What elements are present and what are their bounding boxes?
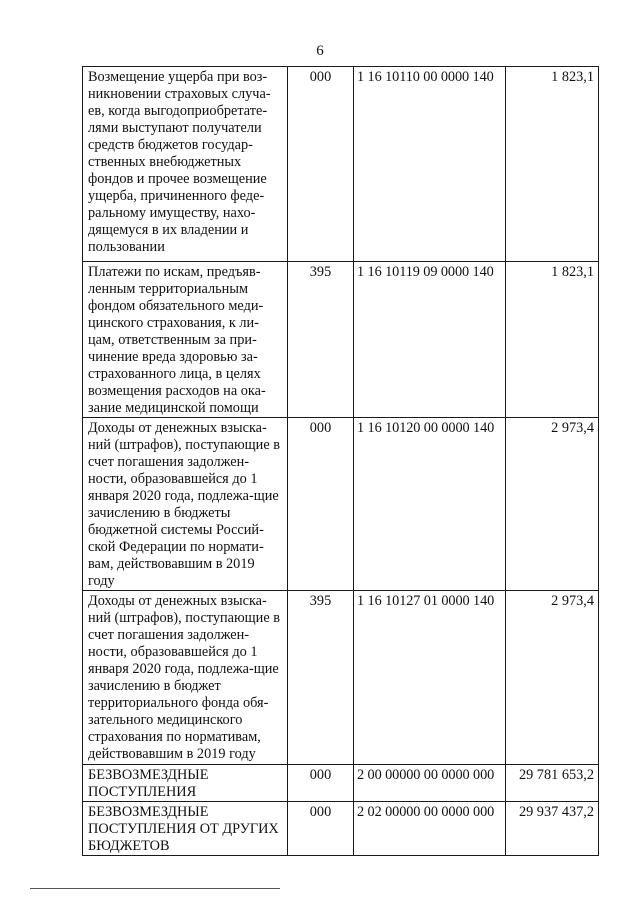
admin-code-cell: 000 [288,802,354,856]
budget-code-cell: 1 16 10120 00 0000 140 [354,418,506,591]
amount-cell: 2 973,4 [506,591,599,765]
budget-code-cell: 2 02 00000 00 0000 000 [354,802,506,856]
page-number: 6 [316,43,324,59]
admin-code-cell: 395 [288,591,354,765]
amount-cell: 29 781 653,2 [506,765,599,802]
revenue-name-cell: Возмещение ущерба при воз-никновении страховых случа-ев, когда выгодоприобретате-лями выступают получатели средств бюджетов государ-ственных внебюджетных фондов и прочее возмещение ущерба, причиненного феде-ральному имуществу, нахо-дящемуся в их владении и пользовании [83,67,288,262]
amount-cell: 2 973,4 [506,418,599,591]
budget-code-cell: 1 16 10119 09 0000 140 [354,262,506,418]
admin-code-cell: 000 [288,67,354,262]
revenue-name-cell: БЕЗВОЗМЕЗДНЫЕ ПОСТУПЛЕНИЯ [83,765,288,802]
table-row [83,765,599,802]
table-row [83,262,599,418]
revenue-name-cell: Доходы от денежных взыска-ний (штрафов), поступающие в счет погашения задолжен-ности, образовавшейся до 1 января 2020 года, подлежа-щие зачислению в бюджет территориального фонда обя-зательного медицинского страхования по нормативам, действовавшим в 2019 году [83,591,288,765]
admin-code-cell: 000 [288,765,354,802]
budget-code-cell: 2 00 00000 00 0000 000 [354,765,506,802]
table-row [83,802,599,856]
amount-cell: 29 937 437,2 [506,802,599,856]
revenue-name-cell: Платежи по искам, предъяв-ленным территориальным фондом обязательного меди-цинского страхования, к ли-цам, ответственным за при-чинение вреда здоровью за-страхованного лица, в целях возмещения расходов на ока-зание медицинской помощи [83,262,288,418]
admin-code-cell: 395 [288,262,354,418]
amount-cell: 1 823,1 [506,262,599,418]
table-row [83,591,599,765]
admin-code-cell: 000 [288,418,354,591]
table-row [83,418,599,591]
footer-rule [30,888,280,889]
revenue-name-cell: Доходы от денежных взыска-ний (штрафов), поступающие в счет погашения задолжен-ности, образовавшейся до 1 января 2020 года, подлежа-щие зачислению в бюджеты бюджетной системы Россий-ской Федерации по нормати-вам, действовавшим в 2019 году [83,418,288,591]
budget-code-cell: 1 16 10127 01 0000 140 [354,591,506,765]
budget-code-cell: 1 16 10110 00 0000 140 [354,67,506,262]
budget-revenue-table [82,66,599,856]
revenue-name-cell: БЕЗВОЗМЕЗДНЫЕ ПОСТУПЛЕНИЯ ОТ ДРУГИХ БЮДЖЕТОВ [83,802,288,856]
table-row [83,67,599,262]
amount-cell: 1 823,1 [506,67,599,262]
